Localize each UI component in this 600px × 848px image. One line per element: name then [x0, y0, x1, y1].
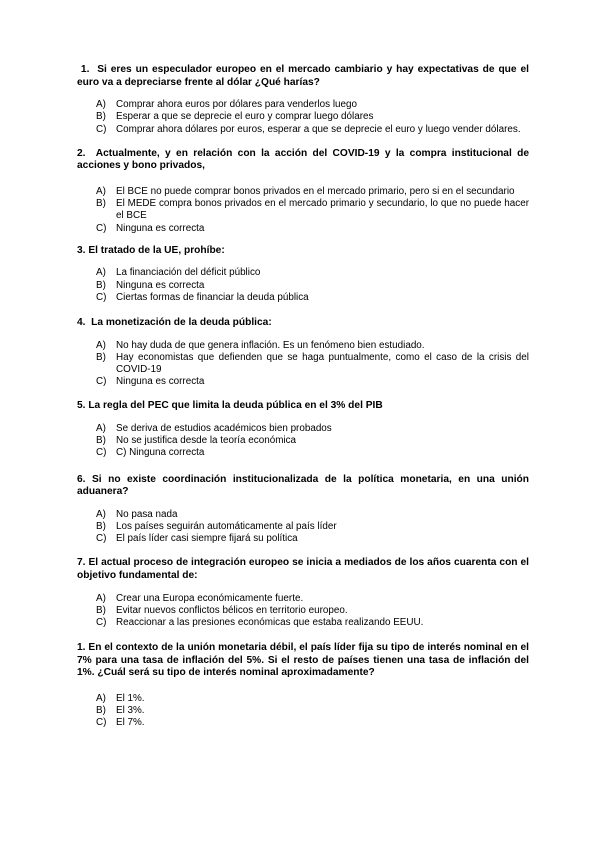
option-text: Crear una Europa económicamente fuerte. — [116, 592, 304, 604]
option-a — [77, 99, 529, 111]
option-letter: C) — [96, 222, 107, 234]
option-c — [77, 617, 529, 629]
option-list — [77, 186, 529, 235]
option-letter: A) — [96, 267, 106, 279]
option-c — [77, 124, 529, 136]
option-a — [77, 593, 529, 605]
option-text: El MEDE compra bonos privados en el mercado primario y secundario, lo que no puede hacer el BCE — [116, 198, 529, 222]
option-letter: A) — [96, 692, 106, 704]
option-text: El país líder casi siempre fijará su política — [116, 533, 298, 545]
option-c — [77, 533, 529, 545]
option-text: El 1%. — [116, 692, 145, 704]
question-2 — [77, 147, 532, 235]
option-text: Hay economistas que defienden que se haga puntualmente, como el caso de la crisis del COVID-19 — [116, 351, 529, 375]
option-letter: A) — [96, 592, 106, 604]
question-text: 4. La monetización de la deuda pública: — [77, 317, 272, 328]
option-b — [77, 111, 529, 123]
option-letter: A) — [96, 508, 106, 520]
question-4 — [77, 317, 529, 388]
option-letter: C) — [96, 291, 107, 303]
option-letter: A) — [96, 99, 106, 111]
option-text: Evitar nuevos conflictos bélicos en territorio europeo. — [116, 604, 348, 616]
option-b — [77, 705, 529, 717]
option-text: No hay duda de que genera inflación. Es un fenómeno bien estudiado. — [116, 339, 425, 351]
option-letter: C) — [96, 123, 107, 135]
option-list — [77, 693, 529, 730]
option-text: Comprar ahora dólares por euros, esperar a que se deprecie el euro y luego vender dólares. — [116, 123, 521, 135]
option-list — [77, 509, 529, 546]
option-list — [77, 340, 529, 389]
question-text: 2. Actualmente, y en relación con la acción del COVID-19 y la compra institucional de acciones y bono privados, — [77, 147, 532, 172]
option-letter: C) — [96, 376, 107, 388]
question-6 — [77, 474, 529, 546]
question-3 — [77, 245, 529, 304]
option-text: C) Ninguna correcta — [116, 447, 205, 459]
option-letter: B) — [96, 604, 106, 616]
question-1 — [77, 64, 532, 136]
option-b — [77, 435, 529, 447]
option-text: El BCE no puede comprar bonos privados en el mercado primario, pero si en el secundario — [116, 185, 515, 197]
option-letter: A) — [96, 185, 106, 197]
option-letter: C) — [96, 617, 107, 628]
question-8 — [77, 642, 529, 729]
option-b — [77, 605, 529, 617]
exam-page — [77, 64, 532, 730]
option-a — [77, 186, 529, 198]
option-letter: B) — [96, 198, 106, 210]
option-letter: C) — [96, 717, 107, 729]
option-letter: A) — [96, 423, 106, 434]
option-text: Reaccionar a las presiones económicas que estaba realizando EEUU. — [116, 617, 424, 628]
option-letter: B) — [96, 351, 106, 363]
option-letter: B) — [96, 435, 106, 447]
option-c — [77, 447, 529, 459]
option-c — [77, 223, 529, 235]
option-b — [77, 521, 529, 533]
option-list — [77, 423, 529, 460]
option-text: No se justifica desde la teoría económica — [116, 435, 297, 447]
question-text: 1. En el contexto de la unión monetaria débil, el país líder fija su tipo de interés nominal en el 7% para una tasa de inflación del 5%. Si el resto de países tienen una tasa de inflación del 1%. ¿Cuál será su tipo de interés nominal aproximadamente? — [77, 642, 529, 679]
option-c — [77, 292, 529, 304]
option-letter: B) — [96, 111, 106, 123]
option-list — [77, 99, 529, 136]
option-text: Ninguna es correcta — [116, 222, 205, 234]
option-text: El 7%. — [116, 717, 145, 729]
option-c — [77, 717, 529, 729]
option-letter: B) — [96, 521, 106, 532]
question-5 — [77, 400, 529, 459]
option-letter: B) — [96, 705, 106, 717]
question-text: 6. Si no existe coordinación institucionalizada de la política monetaria, en una unión aduanera? — [77, 473, 529, 498]
option-text: La financiación del déficit público — [116, 267, 261, 279]
option-list — [77, 267, 529, 304]
question-7 — [77, 557, 529, 629]
option-b — [77, 352, 529, 376]
question-text: 3. El tratado de la UE, prohíbe: — [77, 244, 225, 256]
option-list — [77, 593, 529, 630]
option-letter: A) — [96, 339, 106, 351]
option-text: El 3%. — [116, 705, 145, 717]
option-letter: B) — [96, 279, 106, 291]
option-text: Los países seguirán automáticamente al país líder — [116, 521, 337, 532]
question-text: 1. Si eres un especulador europeo en el mercado cambiario y hay expectativas de que el euro va a depreciarse frente al dólar ¿Qué harías? — [77, 64, 532, 88]
option-b — [77, 198, 529, 222]
option-text: Comprar ahora euros por dólares para venderlos luego — [116, 99, 357, 111]
option-text: Ninguna es correcta — [116, 279, 205, 291]
question-text: 7. El actual proceso de integración europeo se inicia a mediados de los años cuarenta con el objetivo fundamental de: — [77, 557, 529, 581]
option-a — [77, 509, 529, 521]
option-text: No pasa nada — [116, 508, 178, 520]
option-letter: C) — [96, 533, 107, 545]
option-text: Ciertas formas de financiar la deuda pública — [116, 291, 309, 303]
option-c — [77, 376, 529, 388]
question-text: 5. La regla del PEC que limita la deuda pública en el 3% del PIB — [77, 400, 383, 412]
option-text: Esperar a que se deprecie el euro y comprar luego dólares — [116, 111, 374, 123]
option-a — [77, 340, 529, 352]
option-text: Se deriva de estudios académicos bien probados — [116, 423, 332, 434]
option-a — [77, 267, 529, 279]
option-b — [77, 280, 529, 292]
option-a — [77, 693, 529, 705]
option-letter: C) — [96, 447, 107, 459]
option-text: Ninguna es correcta — [116, 376, 205, 388]
option-a — [77, 423, 529, 435]
